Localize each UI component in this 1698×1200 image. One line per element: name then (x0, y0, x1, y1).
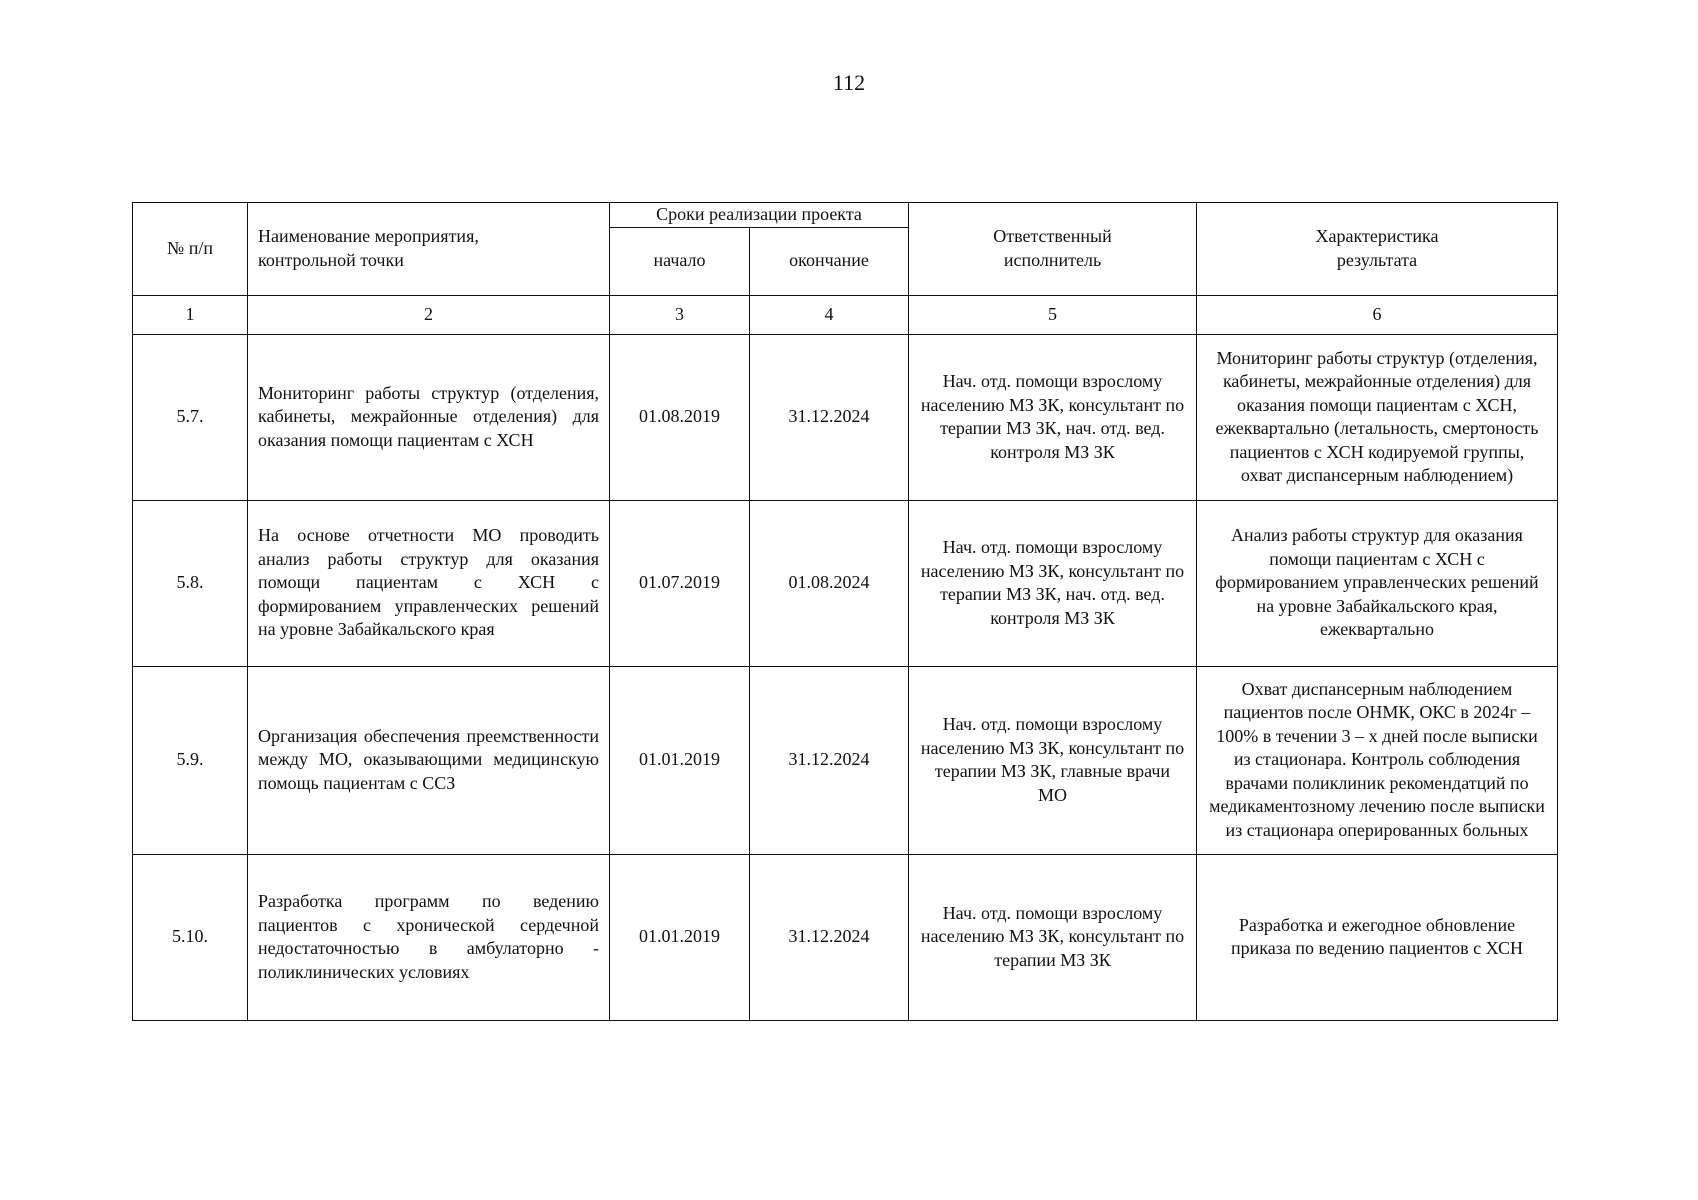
row-result: Анализ работы структур для оказания помощи пациентам с ХСН с формированием управленческих решений на уровне Забайкальского края, ежеквартально (1197, 500, 1558, 666)
header-start: начало (610, 227, 750, 295)
row-result: Охват диспансерным наблюдением пациентов после ОНМК, ОКС в 2024г – 100% в течении 3 – х дней после выписки из стационара. Контроль соблюдения врачами поликлиник рекомендатций по медикаментозному лечению после выписки из стационара оперированных больных (1197, 666, 1558, 854)
table-row (133, 334, 1558, 500)
header-end: окончание (750, 227, 909, 295)
col-number: 5 (909, 295, 1197, 334)
row-num: 5.9. (133, 666, 248, 854)
col-number: 6 (1197, 295, 1558, 334)
col-number: 1 (133, 295, 248, 334)
row-end-date: 31.12.2024 (750, 334, 909, 500)
col-number: 4 (750, 295, 909, 334)
header-responsible: Ответственный исполнитель (909, 203, 1197, 296)
row-start-date: 01.01.2019 (610, 854, 750, 1020)
table-row (133, 500, 1558, 666)
table-row (133, 854, 1558, 1020)
row-responsible: Нач. отд. помощи взрослому населению МЗ ЗК, консультант по терапии МЗ ЗК (909, 854, 1197, 1020)
header-num: № п/п (133, 203, 248, 296)
header-period: Сроки реализации проекта (610, 203, 909, 228)
header-result: Характеристика результата (1197, 203, 1558, 296)
col-number: 2 (248, 295, 610, 334)
col-number: 3 (610, 295, 750, 334)
row-num: 5.8. (133, 500, 248, 666)
row-name: Разработка программ по ведению пациентов с хронической сердечной недостаточностью в амбулаторно - поликлинических условиях (248, 854, 610, 1020)
row-name: Мониторинг работы структур (отделения, кабинеты, межрайонные отделения) для оказания помощи пациентам с ХСН (248, 334, 610, 500)
row-start-date: 01.07.2019 (610, 500, 750, 666)
row-result: Мониторинг работы структур (отделения, кабинеты, межрайонные отделения) для оказания помощи пациентам с ХСН, ежеквартально (летальность, смертоность пациентов с ХСН кодируемой группы, охват диспансерным наблюдением) (1197, 334, 1558, 500)
row-result: Разработка и ежегодное обновление приказа по ведению пациентов с ХСН (1197, 854, 1558, 1020)
page-number: 112 (832, 70, 866, 95)
row-end-date: 31.12.2024 (750, 854, 909, 1020)
header-name: Наименование мероприятия, контрольной точки (248, 203, 610, 296)
row-responsible: Нач. отд. помощи взрослому населению МЗ ЗК, консультант по терапии МЗ ЗК, нач. отд. вед. контроля МЗ ЗК (909, 500, 1197, 666)
row-start-date: 01.08.2019 (610, 334, 750, 500)
row-start-date: 01.01.2019 (610, 666, 750, 854)
row-end-date: 31.12.2024 (750, 666, 909, 854)
row-name: Организация обеспечения преемственности между МО, оказывающими медицинскую помощь пациентам с ССЗ (248, 666, 610, 854)
project-plan-table (132, 202, 1558, 1021)
row-num: 5.10. (133, 854, 248, 1020)
row-responsible: Нач. отд. помощи взрослому населению МЗ ЗК, консультант по терапии МЗ ЗК, нач. отд. вед. контроля МЗ ЗК (909, 334, 1197, 500)
row-end-date: 01.08.2024 (750, 500, 909, 666)
row-num: 5.7. (133, 334, 248, 500)
table-row (133, 666, 1558, 854)
row-name: На основе отчетности МО проводить анализ работы структур для оказания помощи пациентам с ХСН с формированием управленческих решений на уровне Забайкальского края (248, 500, 610, 666)
row-responsible: Нач. отд. помощи взрослому населению МЗ ЗК, консультант по терапии МЗ ЗК, главные врачи МО (909, 666, 1197, 854)
